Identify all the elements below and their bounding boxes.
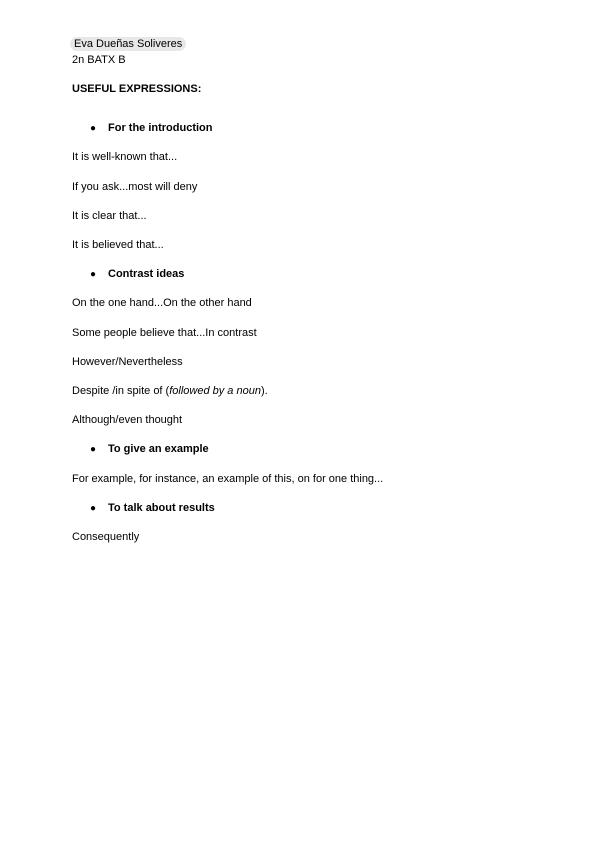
- despite-suffix: ).: [260, 385, 268, 397]
- class-label: 2n BATX B: [72, 54, 126, 66]
- expression-line: However/Nevertheless: [72, 356, 183, 368]
- section-heading-contrast: [90, 267, 184, 282]
- section-heading-label: To talk about results: [108, 502, 215, 514]
- doc-title: USEFUL EXPRESSIONS:: [72, 83, 202, 95]
- expression-line: It is clear that...: [72, 210, 147, 222]
- expression-line: On the one hand...On the other hand: [72, 297, 252, 309]
- section-heading-results: [90, 501, 215, 516]
- section-heading-label: To give an example: [108, 443, 209, 455]
- author-name-chip[interactable]: Eva Dueñas Soliveres: [70, 37, 186, 51]
- expression-line: If you ask...most will deny: [72, 181, 198, 193]
- expression-line: Some people believe that...In contrast: [72, 327, 257, 339]
- expression-line: It is well-known that...: [72, 151, 178, 163]
- bullet-icon: ●: [90, 123, 97, 134]
- expression-line-despite: [72, 384, 268, 398]
- expression-line: It is believed that...: [72, 239, 164, 251]
- section-heading-introduction: [90, 121, 212, 136]
- author-name-line: [72, 37, 186, 51]
- section-heading-label: Contrast ideas: [108, 268, 185, 280]
- despite-prefix: Despite /in spite of (: [72, 385, 170, 397]
- section-heading-example: [90, 442, 209, 457]
- expression-line: Although/even thought: [72, 414, 183, 426]
- expression-line: Consequently: [72, 531, 140, 543]
- section-heading-label: For the introduction: [108, 122, 213, 134]
- bullet-icon: ●: [90, 444, 97, 455]
- expression-line: For example, for instance, an example of this, on for one thing...: [72, 473, 384, 485]
- despite-note: followed by a noun: [169, 385, 261, 397]
- bullet-icon: ●: [90, 269, 97, 280]
- bullet-icon: ●: [90, 503, 97, 514]
